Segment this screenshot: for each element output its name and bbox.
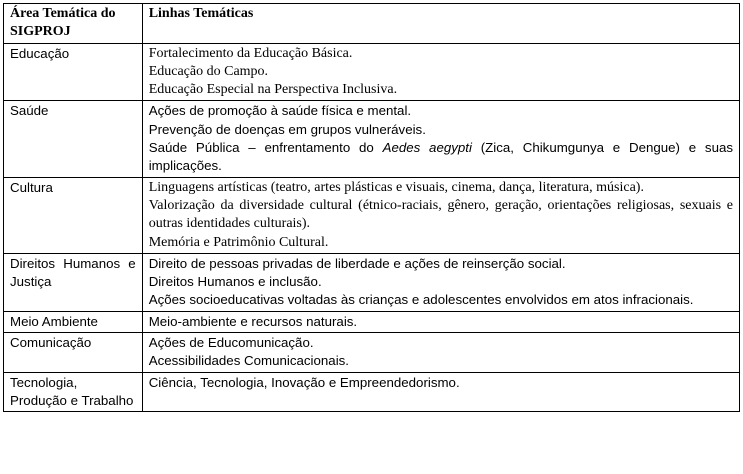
lines-saude (142, 101, 739, 177)
table-row (4, 372, 740, 412)
line-item: Educação Especial na Perspectiva Inclusiva. (148, 82, 398, 98)
area-educacao: Educação (4, 43, 143, 101)
lines-meio-ambiente (142, 311, 739, 332)
line-item (149, 139, 733, 176)
line-item: Ações de promoção à saúde física e mental. (148, 103, 412, 119)
table-row (4, 333, 740, 373)
lines-cultura (142, 177, 739, 253)
line-item: Acessibilidades Comunicacionais. (148, 353, 349, 369)
line-item: Memória e Patrimônio Cultural. (148, 234, 329, 250)
line-item: Educação do Campo. (148, 63, 269, 79)
line-text: (Zica, Chikumgunya e Dengue) e suas implicações. (148, 140, 734, 174)
table-row (4, 177, 740, 253)
table-row (4, 311, 740, 332)
thematic-areas-table (3, 3, 740, 412)
line-item: Ações de Educomunicação. (148, 335, 314, 351)
line-item: Prevenção de doenças em grupos vulneráveis. (148, 121, 426, 137)
line-item: Ações socioeducativas voltadas às crianças e adolescentes envolvidos em atos infracionais. (148, 292, 694, 308)
area-tecnologia: Tecnologia, Produção e Trabalho (4, 372, 143, 412)
table-row (4, 43, 740, 101)
table-row (4, 253, 740, 311)
table-row (4, 101, 740, 177)
header-area: Área Temática do SIGPROJ (4, 4, 143, 44)
line-text-italic: Aedes aegypti (382, 140, 472, 156)
line-item: Direito de pessoas privadas de liberdade e ações de reinserção social. (148, 255, 566, 271)
area-meio-ambiente: Meio Ambiente (4, 311, 143, 332)
line-item: Linguagens artísticas (teatro, artes plásticas e visuais, cinema, dança, literatura, música). (148, 179, 644, 195)
line-item: Ciência, Tecnologia, Inovação e Empreendedorismo. (148, 374, 460, 390)
lines-direitos-humanos (142, 253, 739, 311)
area-cultura: Cultura (4, 177, 143, 253)
line-item: Fortalecimento da Educação Básica. (148, 45, 353, 61)
lines-educacao (142, 43, 739, 101)
table-header-row (4, 4, 740, 44)
header-lines: Linhas Temáticas (142, 4, 739, 44)
line-item: Direitos Humanos e inclusão. (148, 274, 322, 290)
line-item: Valorização da diversidade cultural (étnico-raciais, gênero, geração, orientações religiosas, sexuais e outras identidades culturais). (148, 197, 733, 232)
lines-comunicacao (142, 333, 739, 373)
area-direitos-humanos: Direitos Humanos e Justiça (4, 253, 143, 311)
line-item: Meio-ambiente e recursos naturais. (148, 313, 358, 329)
line-text: Saúde Pública – enfrentamento do (148, 140, 383, 156)
lines-tecnologia (142, 372, 739, 412)
area-comunicacao: Comunicação (4, 333, 143, 373)
area-saude: Saúde (4, 101, 143, 177)
